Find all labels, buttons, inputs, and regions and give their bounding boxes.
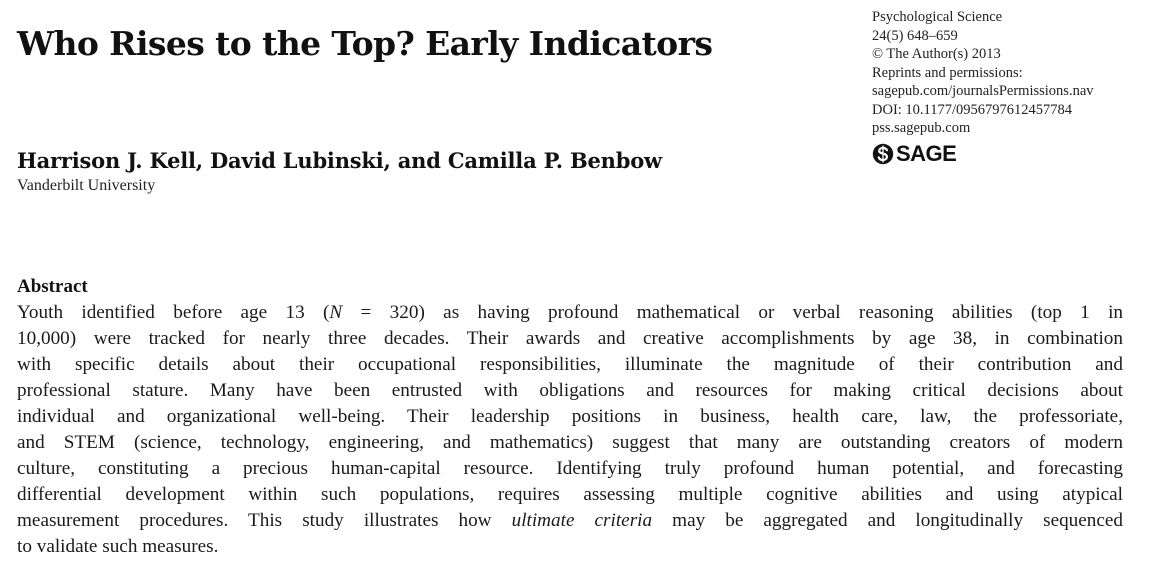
volume-pages: 24(5) 648–659 <box>872 27 958 44</box>
permissions-link[interactable]: sagepub.com/journalsPermissions.nav <box>872 83 1094 99</box>
reprints-label: Reprints and permissions: <box>872 64 1023 81</box>
sage-publisher-logo <box>872 141 956 167</box>
abstract-body <box>17 300 1123 560</box>
author-affiliation: Vanderbilt University <box>17 177 156 194</box>
abstract-italic-term: ultimate criteria <box>511 510 653 531</box>
doi[interactable]: DOI: 10.1177/0956797612457784 <box>872 101 1073 118</box>
abstract-line <box>17 508 1123 534</box>
journal-info-block <box>872 8 1094 138</box>
abstract-line: with specific details about their occupational responsibilities, illuminate the magnitude of their contribution and <box>17 354 1123 375</box>
abstract-text: measurement procedures. This study illustrates how <box>17 510 512 531</box>
abstract-italic-n: N <box>329 302 343 323</box>
sage-dollar-s-icon <box>872 142 894 166</box>
abstract-line: culture, constituting a precious human-capital resource. Identifying truly profound human potential, and forecasting <box>17 458 1123 479</box>
article-title: Who Rises to the Top? Early Indicators <box>17 24 713 63</box>
abstract-line: to validate such measures. <box>17 536 219 557</box>
abstract-text: = 320) as having profound mathematical or verbal reasoning abilities (top 1 in <box>342 302 1123 323</box>
abstract-line <box>17 300 1123 326</box>
journal-site-link[interactable]: pss.sagepub.com <box>872 120 971 136</box>
copyright-notice: © The Author(s) 2013 <box>872 46 1001 62</box>
abstract-line: differential development within such populations, requires assessing multiple cognitive abilities and using atypical <box>17 484 1123 505</box>
abstract-text: Youth identified before age 13 ( <box>17 302 330 323</box>
abstract-heading: Abstract <box>17 276 88 297</box>
abstract-line: 10,000) were tracked for nearly three decades. Their awards and creative accomplishments by age 38, in combination <box>17 328 1123 349</box>
sage-logo-text: SAGE <box>896 141 957 166</box>
abstract-line: individual and organizational well-being. Their leadership positions in business, health care, law, the professoriate, <box>17 406 1123 427</box>
abstract-text: may be aggregated and longitudinally sequenced <box>652 510 1124 531</box>
author-list: Harrison J. Kell, David Lubinski, and Camilla P. Benbow <box>17 148 662 173</box>
journal-name: Psychological Science <box>872 9 1003 25</box>
abstract-line: professional stature. Many have been entrusted with obligations and resources for making critical decisions about <box>17 380 1123 401</box>
abstract-line: and STEM (science, technology, engineering, and mathematics) suggest that many are outstanding creators of modern <box>17 432 1123 453</box>
